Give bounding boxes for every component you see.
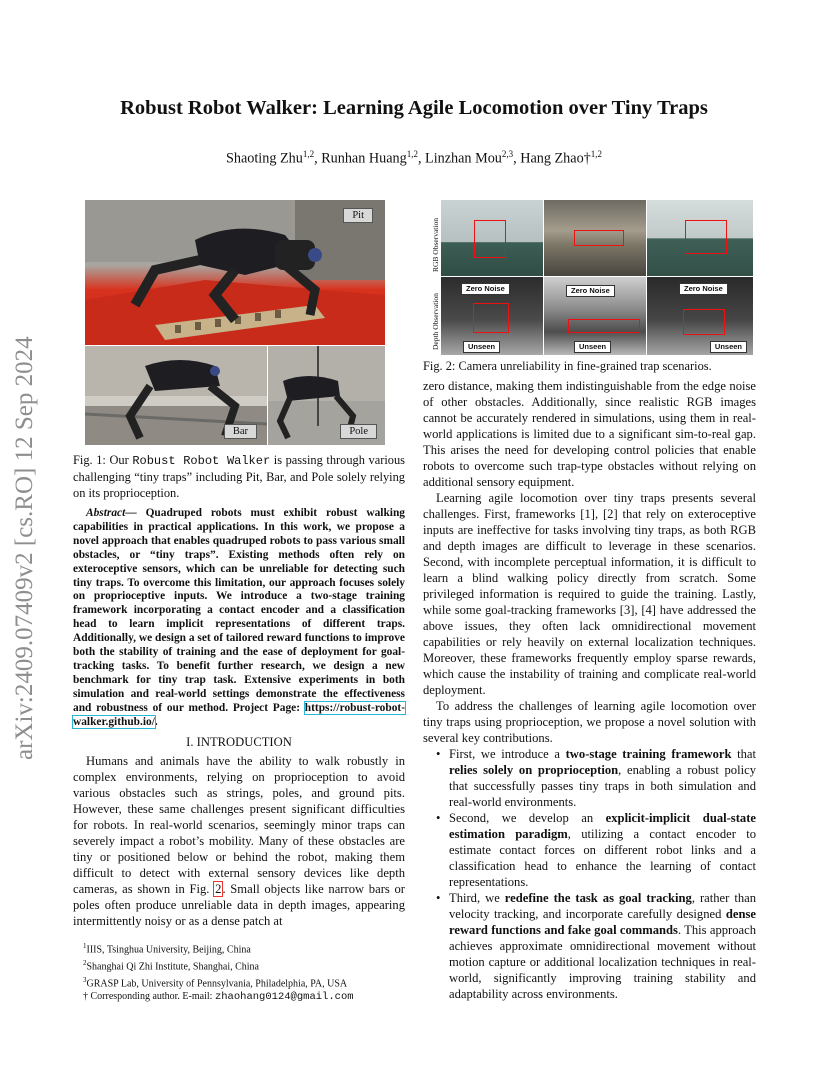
paragraph-contributions-intro: To address the challenges of learning agile locomotion over tiny traps using proprioception, we propose a novel solution with several key contributions.: [423, 699, 756, 745]
author-affiliation: 2,3: [501, 149, 514, 159]
trap-highlight-box: [473, 303, 509, 333]
rgb-image-3: [647, 200, 753, 276]
author: Runhan Huang: [321, 150, 407, 167]
row-label-depth: Depth Observation: [431, 293, 440, 350]
depth-image-3: [647, 277, 753, 355]
author-affiliation: 1,2: [302, 149, 315, 159]
label-pole: Pole: [340, 424, 377, 439]
label-pit: Pit: [343, 208, 373, 223]
author-list: Shaoting Zhu$^{1,2}$, Runhan Huang$^{1,2}$, Linzhan Mou$^{2,3}$, Hang Zhao†$^{1,2}$: [225, 149, 603, 167]
depth-image-2: [544, 277, 646, 355]
contribution-list: [423, 746, 756, 1002]
figure-2-reference-link[interactable]: 2: [215, 881, 222, 896]
tag-zero-noise: Zero Noise: [566, 285, 615, 297]
contribution-item: • Third, we redefine the task as goal tracking, rather than velocity tracking, and incorporate carefully designed dense reward functions and fake goal commands. This approach achieves approximate omnidirectional movement without motion capture or additional localization techniques in real-world, significantly improving training stability and adaptability across environments.: [436, 891, 757, 1001]
contribution-item: • Second, we develop an explicit-implicit dual-state estimation paradigm, utilizing a contact encoder to estimate contact forces on different robot links and a classification head to enhance the learning of contact representations.: [436, 811, 756, 889]
tag-zero-noise: Zero Noise: [461, 283, 510, 295]
arxiv-identifier: arXiv:2409.07409v2 [cs.RO] 12 Sep 2024: [11, 336, 38, 760]
figure-2-camera-observations: [423, 200, 753, 355]
trap-highlight-box: [685, 220, 727, 254]
trap-highlight-box: [574, 230, 624, 246]
author-affiliation: 1,2: [590, 149, 603, 159]
section-heading-introduction: I. INTRODUCTION: [186, 734, 292, 749]
tag-unseen: Unseen: [574, 341, 611, 353]
tag-unseen: Unseen: [710, 341, 747, 353]
tag-zero-noise: Zero Noise: [679, 283, 728, 295]
figure-2-caption: Fig. 2: Camera unreliability in fine-grained trap scenarios.: [423, 359, 712, 373]
row-label-rgb: RGB Observation: [431, 218, 440, 272]
paragraph-challenges: Learning agile locomotion over tiny traps presents several challenges. First, frameworks [1], [2] that rely on exteroceptive inputs are ineffective for tasks involving tiny traps, as both RGB and depth images are difficult to leverage in these scenarios. Second, with incomplete perceptual information, it is difficult to learn a blind walking policy directly from scratch. Some privileged information is required to guide the training. Lastly, while some goal-tracking frameworks [3], [4] have addressed the above issues, they often lack omnidirectional movement capabilities or rely heavily on external localization techniques. Moreover, these frameworks frequently employ sparse rewards, which cause the instability of training and complicate real-world deployment.: [423, 491, 756, 697]
figure-1-caption: Fig. 1: Our Robust Robot Walker is passing through various challenging “tiny traps” including Pit, Bar, and Pole solely relying on its proprioception.: [73, 453, 405, 500]
left-column: [73, 452, 405, 929]
photo-pit: [85, 200, 385, 345]
footnotes: [73, 940, 405, 1004]
paragraph-continued: zero distance, making them indistinguishable from the edge noise of other obstacles. Additionally, since realistic RGB images cannot be accurately rendered in simulations, using them in real-world applications is limited due to a significant sim-to-real gap. This arises the need for developing control policies that enable robots to overcome such trap-type obstacles without relying on additional sensory equipment.: [423, 379, 756, 489]
photo-pole: [268, 346, 385, 445]
trap-highlight-box: [683, 309, 725, 335]
rgb-image-2: [544, 200, 646, 276]
footnote: $^2$Shanghai Qi Zhi Institute, Shanghai, China: [83, 959, 259, 973]
footnote: $^1$IIIS, Tsinghua University, Beijing, China: [83, 942, 251, 956]
paper-title: Robust Robot Walker: Learning Agile Locomotion over Tiny Traps: [120, 97, 708, 119]
author: Linzhan Mou: [425, 150, 502, 167]
author-affiliation: 1,2: [406, 149, 418, 159]
trap-highlight-box: [568, 319, 640, 333]
footnote: $^3$GRASP Lab, University of Pennsylvania, Philadelphia, PA, USA: [83, 976, 348, 990]
author: Shaoting Zhu: [225, 150, 303, 167]
figure-1-photos: [85, 200, 385, 445]
contribution-item: • First, we introduce a two-stage training framework that relies solely on proprioception, enabling a robust policy that successfully passes tiny traps in both simulation and real-world environments.: [436, 747, 756, 809]
author: Hang Zhao†: [520, 150, 591, 167]
trap-highlight-box: [474, 220, 506, 258]
label-bar: Bar: [224, 424, 257, 439]
abstract: Abstract— Quadruped robots must exhibit robust walking capabilities in practical applications. In this work, we propose a novel approach that enables quadruped robots to pass various small obstacles, or “tiny traps”. Existing methods often rely on exteroceptive sensors, which can be unreliable for detecting such tiny traps. To overcome this limitation, our approach focuses solely on proprioceptive inputs. We introduce a two-stage training framework incorporating a contact encoder and a classification head to learn implicit representations of different traps. Additionally, we design a set of tailored reward functions to improve both the stability of training and the ease of deployment for goal-tracking tasks. To benefit further research, we design a new benchmark for tiny trap task. Extensive experiments in both simulation and real-world settings demonstrate the effectiveness and robustness of our method. Project Page: https://robust-robot-walker.github.io/.: [73, 507, 405, 728]
footnote-corresponding-author: † Corresponding author. E-mail: zhaohang0124@gmail.com: [83, 991, 354, 1004]
robot-pit-illustration: [85, 200, 385, 345]
rgb-image-1: [441, 200, 543, 276]
right-column: [423, 358, 756, 1002]
depth-image-1: [441, 277, 543, 355]
tag-unseen: Unseen: [463, 341, 500, 353]
intro-paragraph-1: Humans and animals have the ability to walk robustly in complex environments, relying on proprioception to avoid various obstacles such as strings, poles, and ground pits. However, these same challenges present significant difficulties for robots. In real-world scenarios, seemingly minor traps can severely impact a robot’s mobility. Many of these obstacles are tiny or positioned below or behind the robot, making them difficult to detect with external sensory devices like depth cameras, as shown in Fig. 2. Small objects like narrow bars or poles often produce unreliable data in depth images, appearing intermittently noisy or as a dense patch at: [73, 753, 406, 928]
photo-bar: [85, 346, 267, 445]
project-page-link[interactable]: https://robust-robot-walker.github.io/: [73, 701, 405, 728]
